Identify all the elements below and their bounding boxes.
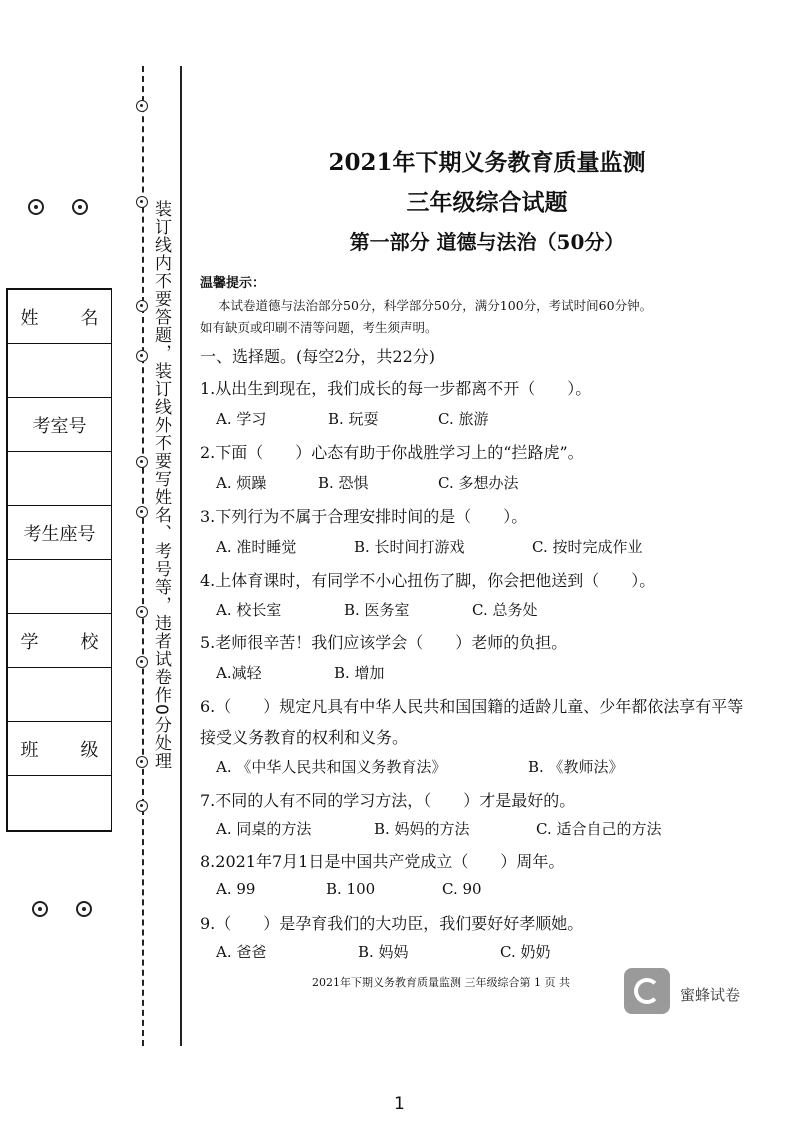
room-field[interactable] <box>8 452 111 506</box>
logo-icon <box>624 968 670 1014</box>
seat-label: 考生座号 <box>8 506 111 560</box>
option-b: B. 增加 <box>334 664 385 682</box>
binding-circle-icon <box>136 456 148 468</box>
name-label: 姓 名 <box>8 290 111 344</box>
binding-circle-icon <box>136 350 148 362</box>
option-c: C. 奶奶 <box>500 943 551 961</box>
watermark-text: 蜜蜂试卷 <box>680 986 741 1004</box>
option-a: A. 同桌的方法 <box>216 820 312 838</box>
question-stem: 5.老师很辛苦！我们应该学会（ ）老师的负担。 <box>200 633 568 652</box>
option-c: C. 旅游 <box>438 410 489 428</box>
option-b: B. 恐惧 <box>318 474 369 492</box>
question-stem: 2.下面（ ）心态有助于你战胜学习上的“拦路虎”。 <box>200 443 584 462</box>
binding-warning-text: 装订线内不要答题，装订线外不要写姓名、考号等，违者试卷作0分处理 <box>151 200 171 770</box>
tips-line: 本试卷道德与法治部分50分，科学部分50分，满分100分，考试时间60分钟。 <box>218 298 653 313</box>
question-stem: 1.从出生到现在，我们成长的每一步都离不开（ ）。 <box>200 379 592 398</box>
exam-subtitle: 三年级综合试题 <box>406 189 568 216</box>
option-a: A. 准时睡觉 <box>216 538 297 556</box>
binding-circle-icon <box>136 506 148 518</box>
option-b: B. 医务室 <box>344 601 410 619</box>
student-info-table <box>6 288 112 832</box>
option-a: A. 99 <box>216 880 256 898</box>
option-b: B. 《教师法》 <box>528 758 624 776</box>
exam-title: 2021年下期义务教育质量监测 <box>328 149 646 176</box>
binding-circle-icon <box>136 606 148 618</box>
option-b: B. 玩耍 <box>328 410 379 428</box>
binding-circle-icon <box>136 756 148 768</box>
page-footer: 2021年下期义务教育质量监测 三年级综合第 1 页 共 <box>312 976 570 989</box>
section-heading: 一、选择题。(每空2分，共22分) <box>200 347 436 366</box>
seat-field[interactable] <box>8 560 111 614</box>
tips-heading: 温馨提示： <box>200 276 266 291</box>
option-c: C. 总务处 <box>472 601 538 619</box>
binding-circle-icon <box>136 100 148 112</box>
binding-circle-icon <box>136 800 148 812</box>
option-a: A. 《中华人民共和国义务教育法》 <box>216 758 447 776</box>
page-number: 1 <box>394 1094 405 1114</box>
school-label: 学 校 <box>8 614 111 668</box>
binding-circle-icon <box>136 196 148 208</box>
binding-hole-icon <box>28 199 44 215</box>
option-b: B. 长时间打游戏 <box>354 538 465 556</box>
question-stem: 4.上体育课时，有同学不小心扭伤了脚，你会把他送到（ ）。 <box>200 571 656 590</box>
dashed-binding-line <box>142 66 144 1046</box>
option-a: A. 烦躁 <box>216 474 267 492</box>
question-stem: 7.不同的人有不同的学习方法，（ ）才是最好的。 <box>200 791 576 810</box>
school-field[interactable] <box>8 668 111 722</box>
option-b: B. 100 <box>326 880 376 898</box>
question-stem-continued: 接受义务教育的权利和义务。 <box>200 728 409 747</box>
option-a: A. 爸爸 <box>216 943 267 961</box>
binding-circle-icon <box>136 300 148 312</box>
option-c: C. 适合自己的方法 <box>536 820 662 838</box>
option-c: C. 90 <box>442 880 482 898</box>
binding-hole-icon <box>72 199 88 215</box>
tips-line: 如有缺页或印刷不清等问题，考生须声明。 <box>200 320 438 335</box>
class-label: 班 级 <box>8 722 111 776</box>
question-stem: 6.（ ）规定凡具有中华人民共和国国籍的适龄儿童、少年都依法享有平等 <box>200 697 744 716</box>
class-field[interactable] <box>8 776 111 830</box>
room-label: 考室号 <box>8 398 111 452</box>
question-stem: 9.（ ）是孕育我们的大功臣，我们要好好孝顺她。 <box>200 914 584 933</box>
option-b: B. 妈妈的方法 <box>374 820 470 838</box>
option-c: C. 按时完成作业 <box>532 538 643 556</box>
binding-hole-icon <box>32 901 48 917</box>
option-a: A. 学习 <box>216 410 267 428</box>
option-b: B. 妈妈 <box>358 943 409 961</box>
option-a: A.减轻 <box>216 664 262 682</box>
part-title: 第一部分 道德与法治（50分） <box>349 230 625 254</box>
name-field[interactable] <box>8 344 111 398</box>
binding-hole-icon <box>76 901 92 917</box>
binding-circle-icon <box>136 656 148 668</box>
question-stem: 8.2021年7月1日是中国共产党成立（ ）周年。 <box>200 852 565 871</box>
option-c: C. 多想办法 <box>438 474 519 492</box>
option-a: A. 校长室 <box>216 601 282 619</box>
question-stem: 3.下列行为不属于合理安排时间的是（ ）。 <box>200 507 528 526</box>
